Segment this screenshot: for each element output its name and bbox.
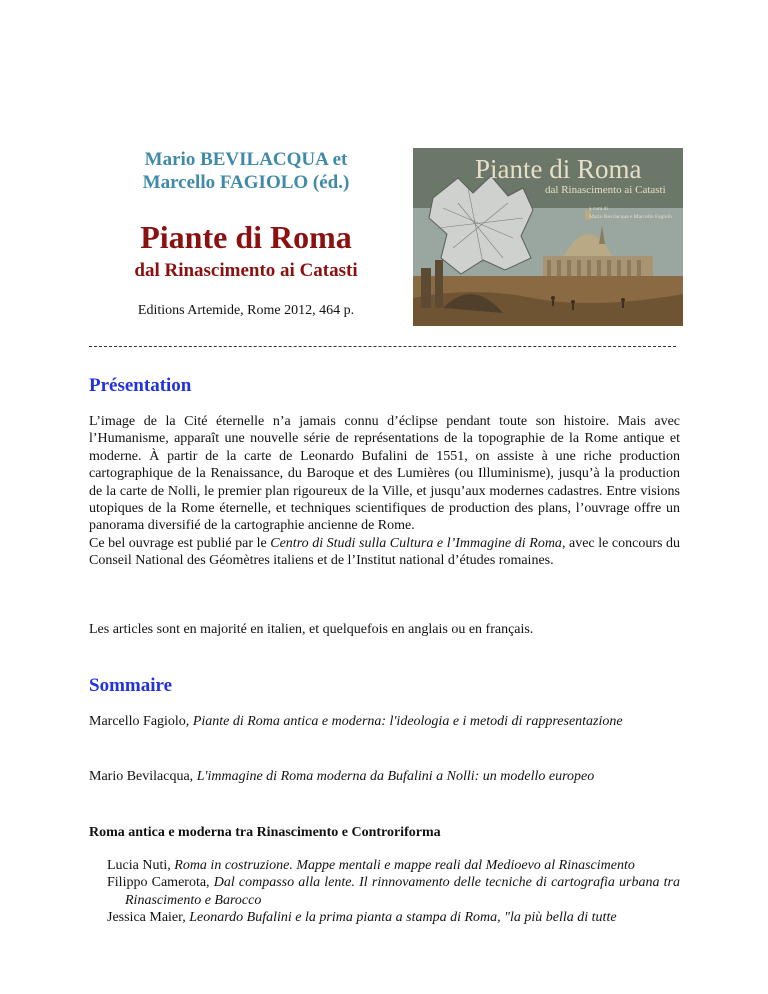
p2-text-end: , avec le concours du Conseil National des Géomètres italiens et de l’Institut national d’études romaines. xyxy=(89,535,680,569)
presentation-paragraph-3: Les articles sont en majorité en italien, et quelquefois en anglais ou en français. xyxy=(89,622,534,637)
book-cover-image xyxy=(413,148,683,326)
cover-credit-2: Mario Bevilacqua e Marcello Fagiolo xyxy=(589,214,672,220)
section-title: Roma antica e moderna tra Rinascimento e Controriforma xyxy=(89,825,441,840)
authors-line-1: Mario BEVILACQUA et xyxy=(144,149,348,170)
book-authors xyxy=(96,148,396,194)
list-item xyxy=(107,909,680,926)
entry-title: L'immagine di Roma moderna da Bufalini a Nolli: un modello europeo xyxy=(196,769,595,784)
entry-title: Dal compasso alla lente. Il rinnovamento delle tecniche di cartografia urbana tra Rinascimento e Barocco xyxy=(125,875,680,908)
entry-title: Roma in costruzione. Mappe mentali e mappe reali dal Medioevo al Rinascimento xyxy=(174,858,635,873)
presentation-paragraph-1: L’image de la Cité éternelle n’a jamais connu d’éclipse pendant toute son histoire. Mais avec l’Humanisme, apparaît une nouvelle série de représentations de la topographie de la Rome antique et moderne. À partir de la carte de Leonardo Bufalini de 1551, on assiste à une riche production cartographique de la Renaissance, du Baroque et des Lumières (ou Illuminisme), jusqu’à la production de la carte de Nolli, le premier plan rigoureux de la Ville, et jusqu’aux modernes cadastres. Entre visions utopiques de la Rome éternelle, et techniques scientifiques de production des plans, l’ouvrage offre un panorama diversifié de la cartographie ancienne de Rome. xyxy=(89,414,680,534)
entry-title: Piante di Roma antica e moderna: l'ideologia e i metodi di rappresentazione xyxy=(192,714,623,729)
entry-author: Filippo Camerota, xyxy=(107,875,214,891)
publisher-info: Editions Artemide, Rome 2012, 464 p. xyxy=(137,303,355,318)
presentation-paragraph-2 xyxy=(89,535,680,570)
cover-credit-1: a cura di xyxy=(589,206,608,212)
book-subtitle: dal Rinascimento ai Catasti xyxy=(134,260,358,281)
sommaire-heading: Sommaire xyxy=(89,675,173,696)
cover-title: Piante di Roma xyxy=(475,154,642,184)
entry-author: Lucia Nuti, xyxy=(107,858,175,873)
entry-author: Jessica Maier, xyxy=(107,910,190,926)
book-title: Piante di Roma xyxy=(140,219,352,255)
entry-author: Marcello Fagiolo, xyxy=(89,714,193,729)
list-item xyxy=(107,874,680,909)
presentation-heading: Présentation xyxy=(89,375,192,396)
section-divider xyxy=(89,346,676,347)
presentation-body xyxy=(89,413,680,570)
entry-title: Leonardo Bufalini e la prima pianta a stampa di Roma, "la più bella di tutte xyxy=(189,910,617,926)
sommaire-intro-2 xyxy=(89,768,680,785)
p2-centro-name: Centro di Studi sulla Cultura e l’Immagine di Roma xyxy=(270,535,562,551)
sommaire-intro-1 xyxy=(89,713,680,730)
list-item xyxy=(107,857,680,874)
authors-line-2: Marcello FAGIOLO (éd.) xyxy=(142,172,350,193)
sommaire-entries xyxy=(107,857,680,927)
entry-author: Mario Bevilacqua, xyxy=(89,769,197,784)
p2-text-start: Ce bel ouvrage est publié par le xyxy=(89,535,271,551)
cover-subtitle: dal Rinascimento ai Catasti xyxy=(545,184,666,196)
